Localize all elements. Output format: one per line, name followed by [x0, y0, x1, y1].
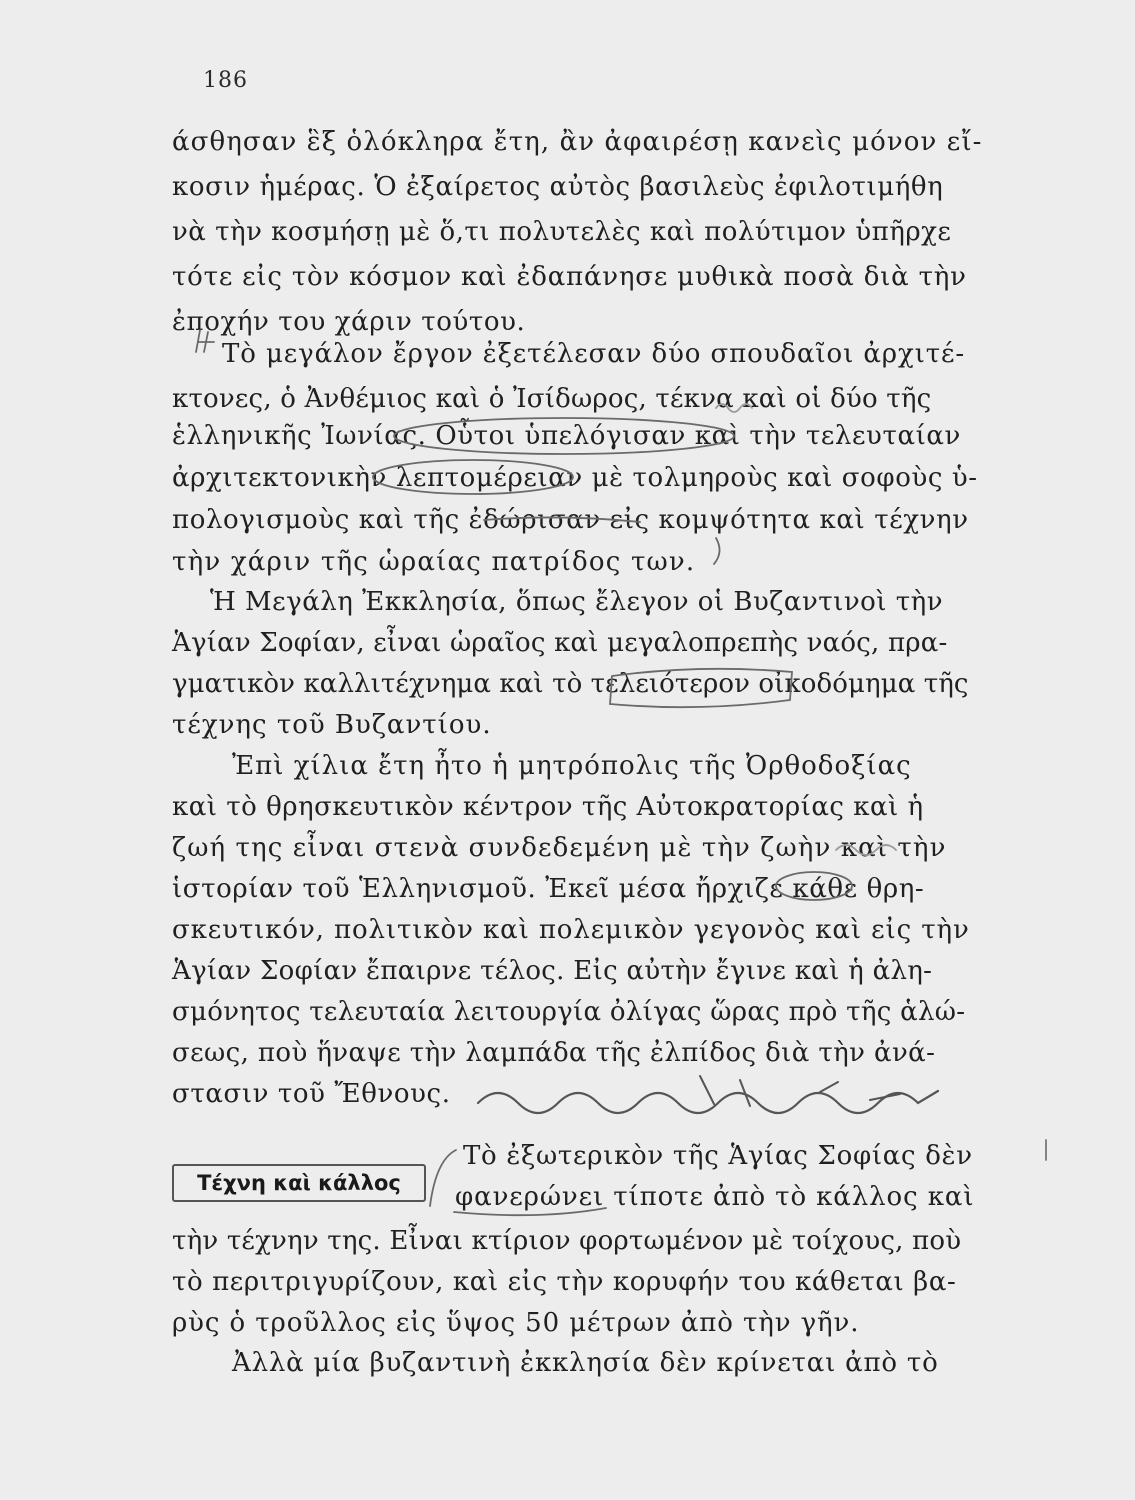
paragraph-mark-icon [196, 330, 214, 352]
text-line: Ἁγίαν Σοφίαν, εἶναι ὡραῖος καὶ μεγαλοπρεπὴς ναός, πρα- [172, 628, 948, 658]
handwritten-scribble [478, 1091, 938, 1113]
text-line: τέχνης τοῦ Βυζαντίου. [172, 710, 492, 740]
text-line: κτονες, ὁ Ἀνθέμιος καὶ ὁ Ἰσίδωρος, τέκνα καὶ οἱ δύο τῆς [172, 384, 932, 414]
page-number: 186 [203, 68, 248, 93]
text-line: τότε εἰς τὸν κόσμον καὶ ἐδαπάνησε μυθικὰ ποσὰ διὰ τὴν [172, 262, 967, 292]
text-line: κοσιν ἡμέρας. Ὁ ἐξαίρετος αὐτὸς βασιλεὺς ἐφιλοτιμήθη [172, 172, 944, 202]
pencil-circle [776, 872, 852, 900]
pencil-mark [714, 538, 720, 564]
text-line: σεως, ποὺ ἥναψε τὴν λαμπάδα τῆς ἐλπίδος διὰ τὴν ἀνά- [172, 1038, 936, 1068]
text-line: άσθησαν ἓξ ὁλόκληρα ἔτη, ἂν ἀφαιρέσῃ κανεὶς μόνον εἴ- [172, 127, 983, 157]
text-line: φανερώνει τίποτε ἀπὸ τὸ κάλλος καὶ [455, 1182, 975, 1212]
text-line: καὶ τὸ θρησκευτικὸν κέντρον τῆς Αὐτοκρατορίας καὶ ἡ [172, 792, 924, 822]
pencil-underline [484, 517, 640, 522]
text-line: Ἡ Μεγάλη Ἐκκλησία, ὅπως ἔλεγον οἱ Βυζαντινοὶ τὴν [210, 587, 944, 617]
pencil-scribble [716, 404, 752, 412]
text-line: τὴν τέχνην της. Εἶναι κτίριον φορτωμένον μὲ τοίχους, ποὺ [172, 1226, 962, 1256]
text-line: ἑλληνικῆς Ἰωνίας. Οὗτοι ὑπελόγισαν καὶ τὴν τελευταίαν [172, 421, 961, 451]
text-line: Ἐπὶ χίλια ἔτη ἦτο ἡ μητρόπολις τῆς Ὀρθοδοξίας [232, 751, 912, 781]
pencil-circle [394, 418, 734, 454]
text-line: νὰ τὴν κοσμήσῃ μὲ ὅ,τι πολυτελὲς καὶ πολύτιμον ὑπῆρχε [172, 217, 952, 247]
text-line: στασιν τοῦ Ἔθνους. [172, 1079, 451, 1109]
text-line: ἐποχήν του χάριν τούτου. [172, 307, 526, 337]
pencil-bracket [430, 1150, 456, 1206]
text-line: τὸ περιτριγυρίζουν, καὶ εἰς τὴν κορυφήν του κάθεται βα- [172, 1267, 957, 1297]
text-line: Ἁγίαν Σοφίαν ἔπαιρνε τέλος. Εἰς αὐτὴν ἔγινε καὶ ἡ ἀλη- [172, 956, 933, 986]
text-line: ἀρχιτεκτονικὴν λεπτομέρειαν μὲ τολμηροὺς καὶ σοφοὺς ὑ- [172, 463, 978, 493]
pencil-circle [373, 460, 573, 494]
text-line: Τὸ μεγάλον ἔργον ἐξετέλεσαν δύο σπουδαῖοι ἀρχιτέ- [222, 339, 966, 369]
text-line: Ἀλλὰ μία βυζαντινὴ ἐκκλησία δὲν κρίνεται ἀπὸ τὸ [232, 1348, 939, 1378]
text-line: τὴν χάριν τῆς ὡραίας πατρίδος των. [172, 547, 696, 577]
text-line: ρὺς ὁ τροῦλλος εἰς ὕψος 50 μέτρων ἀπὸ τὴν γῆν. [172, 1308, 860, 1338]
text-line: ἱστορίαν τοῦ Ἑλληνισμοῦ. Ἐκεῖ μέσα ἤρχιζε κάθε θρη- [172, 874, 925, 904]
pencil-box [610, 669, 792, 707]
text-line: ζωή της εἶναι στενὰ συνδεδεμένη μὲ τὴν ζωὴν καὶ τὴν [172, 833, 947, 863]
pencil-scribble [836, 845, 896, 855]
pencil-underline [454, 1208, 606, 1215]
text-line: Τὸ ἐξωτερικὸν τῆς Ἁγίας Σοφίας δὲν [463, 1141, 973, 1171]
text-line: σμόνητος τελευταία λειτουργία ὀλίγας ὥρας πρὸ τῆς ἁλώ- [172, 997, 966, 1027]
text-line: σκευτικόν, πολιτικὸν καὶ πολεμικὸν γεγονὸς καὶ εἰς τὴν [172, 915, 970, 945]
margin-heading: Τέχνη καὶ κάλλος [172, 1164, 426, 1202]
text-line: πολογισμοὺς καὶ τῆς ἐδώρισαν εἰς κομψότητα καὶ τέχνην [172, 505, 969, 535]
text-line: γματικὸν καλλιτέχνημα καὶ τὸ τελειότερον οἰκοδόμημα τῆς [172, 669, 969, 699]
